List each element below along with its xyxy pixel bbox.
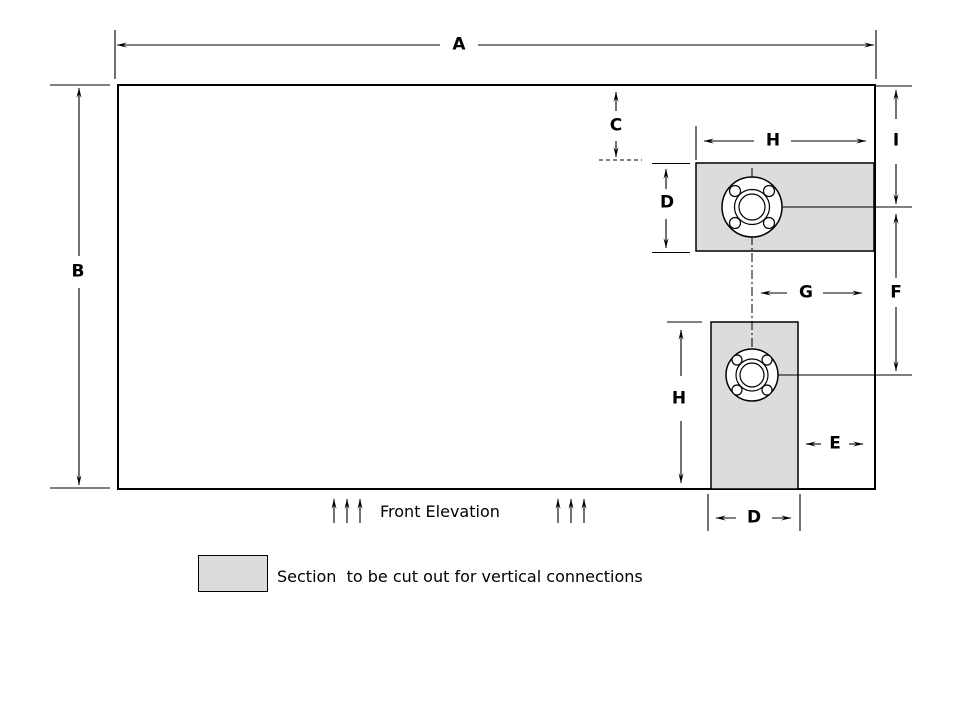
- dim-label-c: C: [609, 115, 623, 136]
- legend-label: Section to be cut out for vertical connections: [277, 567, 643, 586]
- flange-bottom: [726, 349, 778, 401]
- dim-label-h-bottom: H: [671, 388, 687, 409]
- flange-top: [722, 177, 782, 237]
- dim-label-h-top: H: [765, 130, 781, 151]
- dim-label-f: F: [890, 282, 902, 303]
- dim-label-i: I: [892, 130, 900, 151]
- dim-label-d-top: D: [659, 192, 675, 213]
- dim-label-a: A: [452, 34, 466, 55]
- dim-label-d-bottom: D: [746, 507, 762, 528]
- dim-label-b: B: [71, 261, 85, 282]
- legend-cutout-swatch: [198, 555, 268, 592]
- dim-a: [115, 30, 876, 79]
- dim-b: [50, 85, 110, 488]
- dim-label-g: G: [799, 282, 813, 303]
- cutout-section-bottom: [711, 322, 798, 489]
- view-title: Front Elevation: [380, 502, 500, 521]
- dim-label-e: E: [829, 433, 841, 454]
